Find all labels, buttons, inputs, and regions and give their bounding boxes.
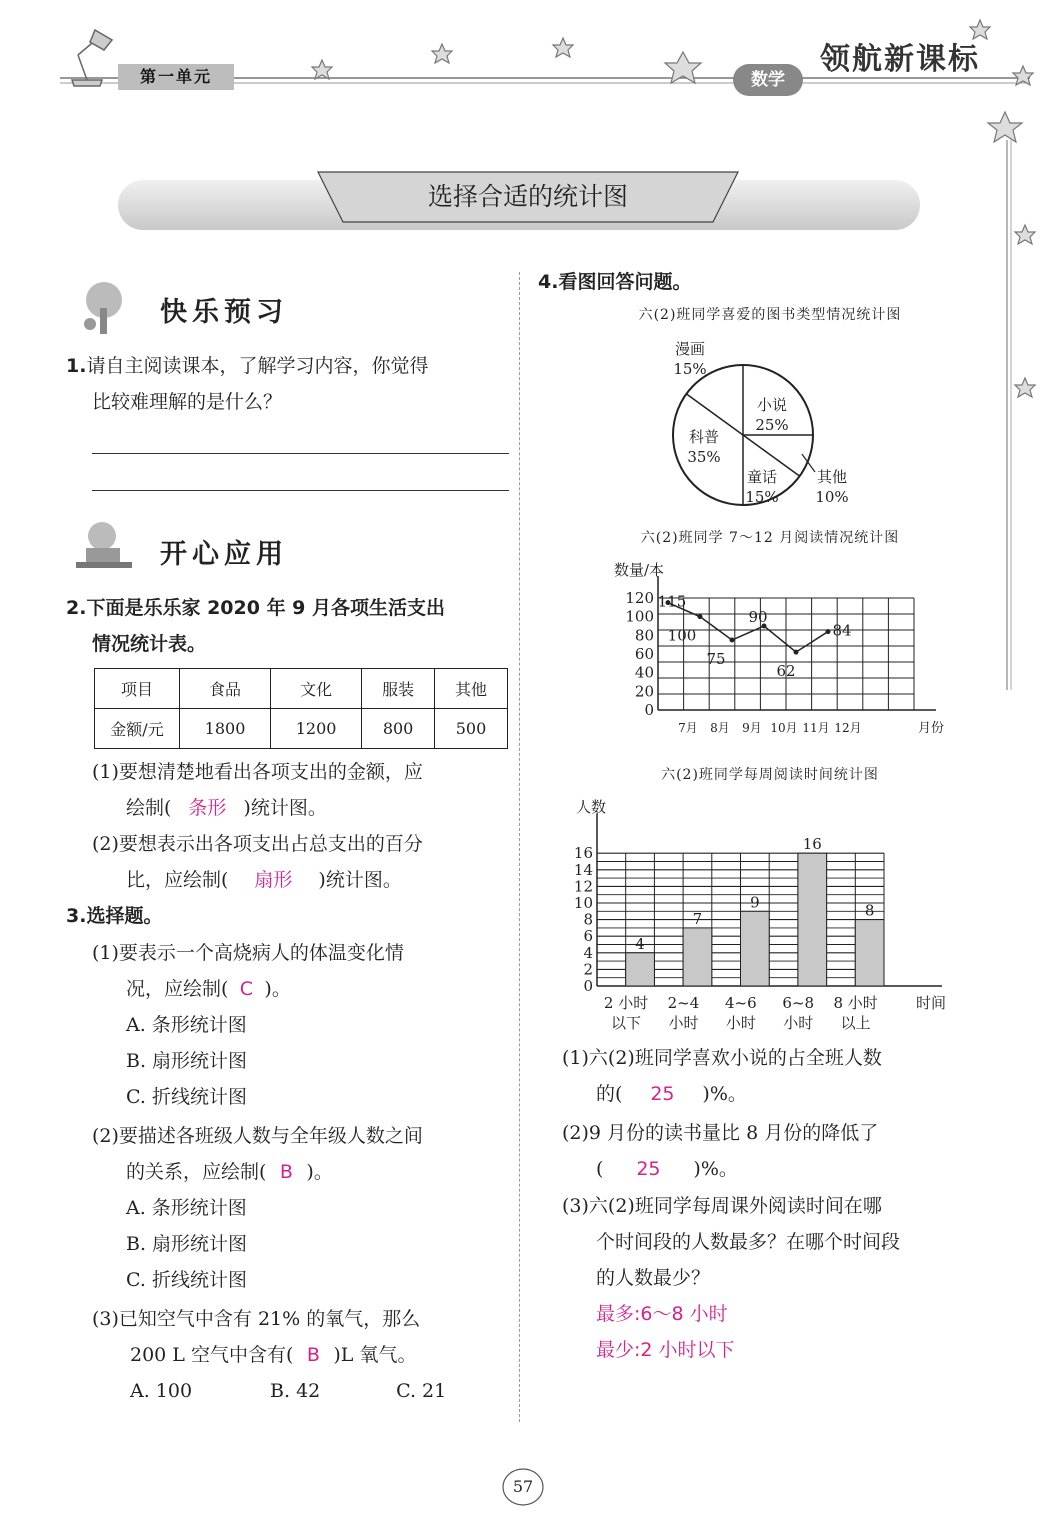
option[interactable]: A. 条形统计图 (126, 1014, 247, 1036)
x-tick-label: 2~4 (667, 994, 700, 1012)
table-header-cell: 服装 (362, 669, 435, 709)
x-axis-label: 时间 (916, 994, 947, 1012)
q4-sub3-answer2[interactable]: 最少:2 小时以下 (596, 1339, 735, 1361)
pie-slice-value: 10% (815, 488, 849, 506)
expense-table (94, 668, 508, 749)
q2-sub2-line1: (2)要想表示出各项支出占总支出的百分 (92, 833, 423, 855)
x-tick-label: 8月 (710, 721, 730, 735)
question-2 (66, 590, 516, 662)
y-tick-label: 10 (573, 894, 593, 912)
q2-text-line1: 下面是乐乐家 2020 年 9 月各项生活支出 (86, 597, 446, 619)
q3-sub1-line1: (1)要表示一个高烧病人的体温变化情 (92, 942, 404, 964)
table-header-cell: 其他 (435, 669, 508, 709)
y-tick-label: 8 (583, 910, 593, 929)
data-label: 7 (692, 909, 703, 928)
q3-sub1 (92, 935, 522, 1115)
x-tick-label: 小时 (668, 1014, 699, 1032)
q3-sub2-pre: 的关系，应绘制( (126, 1161, 267, 1183)
y-tick-label: 4 (583, 943, 593, 962)
pie-slice-value: 15% (673, 360, 707, 378)
pie-slice-label: 漫画 (674, 340, 706, 358)
y-tick-label: 12 (573, 877, 593, 896)
x-tick-label: 9月 (742, 721, 762, 735)
q3-sub2 (92, 1118, 522, 1298)
option[interactable]: A. 条形统计图 (126, 1197, 247, 1219)
data-point (826, 629, 831, 634)
q3-sub3-pre: 200 L 空气中含有( (130, 1344, 294, 1366)
side-decoration (985, 100, 1035, 700)
pie-slice-label: 其他 (816, 468, 848, 486)
q2-number: 2. (66, 597, 87, 619)
brand-logo: 领航新课标 (820, 42, 980, 77)
q2-sub1-answer[interactable]: 条形 (188, 797, 227, 819)
option[interactable]: C. 折线统计图 (126, 1269, 247, 1291)
data-label: 84 (832, 621, 852, 640)
answer-line-1[interactable] (92, 453, 509, 454)
data-label: 115 (657, 592, 687, 611)
y-tick-label: 6 (583, 927, 593, 946)
data-label: 75 (706, 650, 726, 668)
y-tick-label: 40 (634, 663, 654, 682)
bar (798, 853, 827, 986)
option[interactable]: A. 100 (130, 1380, 193, 1402)
option[interactable]: B. 扇形统计图 (126, 1233, 248, 1255)
q2-sub1-post: )统计图。 (243, 797, 327, 819)
option[interactable]: C. 21 (396, 1380, 447, 1402)
y-tick-label: 80 (634, 626, 654, 645)
pie-chart (600, 330, 900, 520)
subject-badge: 数学 (733, 64, 803, 96)
student-icon (72, 518, 138, 574)
pie-slice-value: 25% (755, 416, 789, 434)
q4-sub2-line1: (2)9 月份的读书量比 8 月份的降低了 (562, 1122, 879, 1144)
x-tick-label: 7月 (678, 721, 698, 735)
x-tick-label: 以下 (611, 1014, 642, 1032)
option[interactable]: C. 折线统计图 (126, 1086, 247, 1108)
q4-sub2-answer[interactable]: 25 (636, 1158, 661, 1180)
x-tick-label: 小时 (725, 1014, 756, 1032)
table-row (95, 709, 508, 749)
data-label: 62 (776, 662, 796, 681)
q3-sub1-answer[interactable]: C (239, 978, 254, 1000)
question-4 (538, 264, 988, 300)
q3-sub1-post: )。 (264, 978, 291, 1000)
page-number: 57 (512, 1477, 534, 1496)
y-tick-label: 100 (625, 607, 654, 626)
q4-sub3 (562, 1188, 992, 1368)
pie-slice-value: 15% (745, 488, 779, 506)
y-tick-label: 20 (634, 682, 654, 701)
unit-tag: 第一单元 (118, 64, 234, 90)
table-header-cell: 食品 (180, 669, 271, 709)
q4-number: 4. (538, 271, 559, 293)
q3-sub2-line1: (2)要描述各班级人数与全年级人数之间 (92, 1125, 423, 1147)
question-3 (66, 898, 516, 934)
q3-sub3-post: )L 氧气。 (333, 1344, 417, 1366)
q3-sub1-pre: 况，应绘制( (126, 978, 229, 1000)
q2-sub2-post: )统计图。 (318, 869, 402, 891)
q3-sub2-post: )。 (306, 1161, 333, 1183)
data-point (730, 638, 735, 643)
x-tick-label: 10月 (770, 721, 798, 735)
y-tick-label: 14 (573, 860, 593, 879)
x-axis-label: 月份 (918, 721, 945, 736)
q4-sub1-line1: (1)六(2)班同学喜欢小说的占全班人数 (562, 1047, 882, 1069)
data-label: 4 (635, 934, 645, 953)
x-tick-label: 8 小时 (833, 994, 878, 1012)
q4-sub1-pre: 的( (596, 1083, 623, 1105)
bar (683, 928, 712, 986)
option[interactable]: B. 42 (270, 1380, 321, 1402)
bar (626, 953, 655, 986)
table-cell: 1800 (180, 709, 271, 749)
section-apply-title: 开心应用 (160, 539, 288, 570)
q3-number: 3. (66, 905, 87, 927)
q1-text-line2: 比较难理解的是什么？ (92, 391, 283, 413)
y-axis-label: 人数 (576, 798, 607, 816)
page-title: 选择合适的统计图 (427, 182, 628, 211)
line-chart-title: 六(2)班同学 7～12 月阅读情况统计图 (640, 530, 900, 546)
q4-sub3-line3: 的人数最少？ (596, 1267, 711, 1289)
q2-sub1-pre: 绘制( (126, 797, 172, 819)
x-tick-label: 4~6 (725, 994, 757, 1012)
table-header-row (95, 669, 508, 709)
q2-sub2-pre: 比，应绘制( (126, 869, 229, 891)
tree-icon (72, 278, 132, 338)
data-label: 100 (667, 626, 697, 645)
x-tick-label: 11月 (802, 721, 830, 735)
q3-sub3-answer[interactable]: B (306, 1344, 320, 1366)
q1-text-line1: 请自主阅读课本，了解学习内容，你觉得 (86, 355, 429, 377)
y-tick-label: 2 (583, 960, 593, 979)
q4-sub2-post: )%。 (693, 1158, 738, 1180)
answer-line-2[interactable] (92, 490, 509, 491)
data-label: 90 (748, 608, 768, 626)
q4-sub2-pre: ( (596, 1158, 604, 1180)
q4-sub1-answer[interactable]: 25 (650, 1083, 675, 1105)
x-tick-label: 2 小时 (603, 994, 649, 1012)
table-cell: 1200 (271, 709, 362, 749)
pie-slice-value: 35% (687, 448, 721, 466)
table-row-label: 金额/元 (95, 709, 180, 749)
q2-text-line2: 情况统计表。 (92, 633, 207, 655)
q4-title: 看图回答问题。 (558, 271, 692, 293)
q2-sub1 (92, 754, 522, 826)
y-tick-label: 120 (625, 589, 654, 607)
q2-sub2 (92, 826, 522, 898)
pie-chart-title: 六(2)班同学喜爱的图书类型情况统计图 (638, 307, 902, 323)
x-tick-label: 6~8 (782, 994, 815, 1012)
x-tick-label: 以上 (840, 1014, 871, 1032)
data-label: 8 (864, 901, 875, 920)
y-tick-label: 0 (644, 701, 654, 719)
bar-chart-title: 六(2)班同学每周阅读时间统计图 (661, 767, 879, 783)
x-tick-label: 12月 (834, 721, 862, 735)
bar (855, 920, 884, 986)
q3-sub3 (92, 1301, 522, 1409)
pie-slice-label: 小说 (756, 396, 788, 414)
option[interactable]: B. 扇形统计图 (126, 1050, 248, 1072)
y-tick-label: 0 (583, 977, 593, 995)
table-cell: 800 (362, 709, 435, 749)
q3-sub3-line1: (3)已知空气中含有 21% 的氧气，那么 (92, 1308, 421, 1330)
y-tick-label: 16 (573, 844, 593, 863)
y-axis-label: 数量/本 (614, 561, 665, 579)
section-preview-title: 快乐预习 (160, 297, 288, 328)
q4-sub1 (562, 1040, 992, 1112)
bar (741, 911, 770, 986)
q4-sub3-answer1[interactable]: 最多:6～8 小时 (596, 1303, 728, 1325)
q1-number: 1. (66, 355, 87, 377)
data-label: 9 (750, 893, 760, 912)
data-label: 16 (802, 835, 822, 854)
q3-title: 选择题。 (86, 905, 163, 927)
q2-sub2-answer[interactable]: 扇形 (254, 869, 293, 891)
q2-sub1-line1: (1)要想清楚地看出各项支出的金额，应 (92, 761, 423, 783)
q4-sub3-line1: (3)六(2)班同学每周课外阅读时间在哪 (562, 1195, 882, 1217)
data-point (794, 650, 799, 655)
q4-sub1-post: )%。 (702, 1083, 747, 1105)
q4-sub2 (562, 1115, 992, 1187)
line-chart (600, 555, 945, 745)
y-tick-label: 60 (634, 645, 654, 663)
table-cell: 500 (435, 709, 508, 749)
table-header-cell: 文化 (271, 669, 362, 709)
x-tick-label: 小时 (783, 1014, 814, 1032)
q3-sub2-answer[interactable]: B (279, 1161, 293, 1183)
data-point (698, 614, 703, 619)
q4-sub3-line2: 个时间段的人数最多？在哪个时间段 (596, 1231, 901, 1253)
pie-slice-label: 童话 (746, 468, 778, 486)
pie-slice-label: 科普 (688, 428, 720, 446)
question-1 (66, 348, 516, 420)
bar-chart (570, 790, 960, 1035)
table-header-cell: 项目 (95, 669, 180, 709)
